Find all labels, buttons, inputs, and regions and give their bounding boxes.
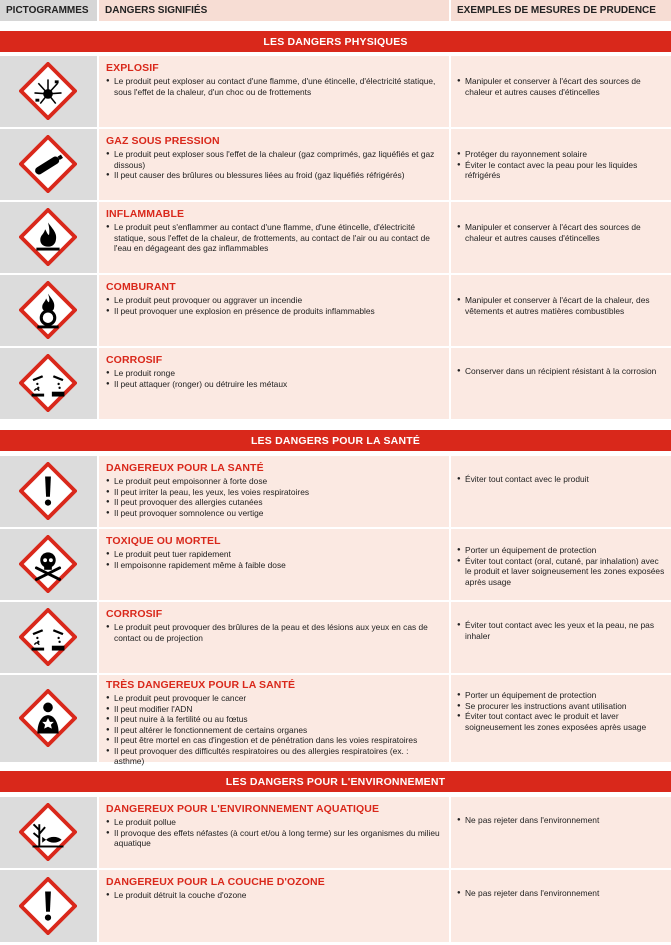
measure-item: ● Porter un équipement de protection xyxy=(457,690,665,701)
table-row xyxy=(0,456,671,527)
danger-item: ● Il peut modifier l'ADN xyxy=(106,704,441,715)
danger-item: ● Il peut provoquer des difficultés respiratoires ou des allergies respiratoires (ex. : asthme) xyxy=(106,746,441,767)
danger-item: ● Le produit peut provoquer le cancer xyxy=(106,693,441,704)
header-mesures: EXEMPLES DE MESURES DE PRUDENCE xyxy=(451,0,671,21)
measure-item: ● Ne pas rejeter dans l'environnement xyxy=(457,815,665,826)
danger-item: ● Il peut être mortel en cas d'ingestion et de pénétration dans les voies respiratoires xyxy=(106,735,441,746)
danger-cell xyxy=(99,602,449,673)
danger-title: CORROSIF xyxy=(106,608,163,620)
exclamation-icon xyxy=(19,462,77,520)
skull-crossbones-icon xyxy=(19,535,77,593)
measure-cell xyxy=(451,56,671,127)
danger-title: GAZ SOUS PRESSION xyxy=(106,135,220,147)
danger-item: ● Le produit peut provoquer des brûlures de la peau et des lésions aux yeux en cas de contact ou de projection xyxy=(106,622,441,643)
measure-item: ● Conserver dans un récipient résistant à la corrosion xyxy=(457,366,665,377)
table-row xyxy=(0,797,671,868)
danger-cell xyxy=(99,456,449,527)
measure-cell xyxy=(451,275,671,346)
danger-title: TRÈS DANGEREUX POUR LA SANTÉ xyxy=(106,679,296,691)
measure-cell xyxy=(451,348,671,419)
danger-item: ● Il peut causer des brûlures ou blessures liées au froid (gaz liquéfiés réfrigérés) xyxy=(106,170,441,181)
danger-item: ● Le produit peut exploser sous l'effet de la chaleur (gaz comprimés, gaz liquéfiés et gaz dissous) xyxy=(106,149,441,170)
corrosion-icon xyxy=(19,354,77,412)
exclamation-icon xyxy=(19,877,77,935)
table-row xyxy=(0,870,671,942)
measure-item: ● Éviter tout contact avec le produit xyxy=(457,474,665,485)
header-pictogrammes: PICTOGRAMMES xyxy=(0,0,97,21)
flame-icon xyxy=(19,208,77,266)
pictogram-cell xyxy=(0,456,97,527)
danger-title: COMBURANT xyxy=(106,281,176,293)
danger-title: DANGEREUX POUR LA SANTÉ xyxy=(106,462,264,474)
pictogram-cell xyxy=(0,529,97,600)
danger-item: ● Le produit peut empoisonner à forte dose xyxy=(106,476,441,487)
measure-cell xyxy=(451,202,671,273)
measure-item: ● Ne pas rejeter dans l'environnement xyxy=(457,888,665,899)
danger-cell xyxy=(99,870,449,942)
measure-item: ● Manipuler et conserver à l'écart de la chaleur, des vêtements et autres matières combustibles xyxy=(457,295,665,316)
table-row xyxy=(0,275,671,346)
measure-cell xyxy=(451,602,671,673)
danger-cell xyxy=(99,797,449,868)
danger-item: ● Le produit peut provoquer ou aggraver un incendie xyxy=(106,295,441,306)
danger-item: ● Il peut provoquer somnolence ou vertige xyxy=(106,508,441,519)
section-title-sante: LES DANGERS POUR LA SANTÉ xyxy=(0,430,671,451)
measure-item: ● Éviter le contact avec la peau pour les liquides réfrigérés xyxy=(457,160,665,181)
danger-item: ● Il peut attaquer (ronger) ou détruire les métaux xyxy=(106,379,441,390)
danger-cell xyxy=(99,129,449,200)
table-row xyxy=(0,602,671,673)
danger-item: ● Il peut provoquer une explosion en présence de produits inflammables xyxy=(106,306,441,317)
table-row xyxy=(0,675,671,766)
section-title-physiques: LES DANGERS PHYSIQUES xyxy=(0,31,671,52)
corrosion-icon xyxy=(19,608,77,666)
danger-item: ● Le produit peut exploser au contact d'une flamme, d'une étincelle, d'électricité statique, sous l'effet de la chaleur, d'un choc ou de frottements xyxy=(106,76,441,97)
measure-item: ● Porter un équipement de protection xyxy=(457,545,665,556)
pictogram-cell xyxy=(0,129,97,200)
table-row xyxy=(0,529,671,600)
measure-item: ● Éviter tout contact avec les yeux et la peau, ne pas inhaler xyxy=(457,620,665,641)
pictogram-cell xyxy=(0,675,97,762)
danger-item: ● Le produit ronge xyxy=(106,368,441,379)
measure-cell xyxy=(451,870,671,942)
pictogram-cell xyxy=(0,56,97,127)
danger-item: ● Le produit peut tuer rapidement xyxy=(106,549,441,560)
danger-cell xyxy=(99,529,449,600)
danger-title: EXPLOSIF xyxy=(106,62,159,74)
pictogram-cell xyxy=(0,348,97,419)
measure-item: ● Manipuler et conserver à l'écart des sources de chaleur et autres causes d'étincelles xyxy=(457,222,665,243)
measure-item: ● Se procurer les instructions avant utilisation xyxy=(457,701,665,712)
measure-item: ● Protéger du rayonnement solaire xyxy=(457,149,665,160)
danger-item: ● Il peut provoquer des allergies cutanées xyxy=(106,497,441,508)
pictogram-cell xyxy=(0,870,97,942)
measure-cell xyxy=(451,797,671,868)
pictogram-cell xyxy=(0,602,97,673)
health-hazard-icon xyxy=(19,689,77,747)
danger-item: ● Il provoque des effets néfastes (à court et/ou à long terme) sur les organismes du milieu aquatique xyxy=(106,828,441,849)
environment-icon xyxy=(19,803,77,861)
table-row xyxy=(0,348,671,419)
danger-title: DANGEREUX POUR L'ENVIRONNEMENT AQUATIQUE xyxy=(106,803,380,815)
danger-cell xyxy=(99,348,449,419)
measure-cell xyxy=(451,675,671,762)
pictogram-cell xyxy=(0,797,97,868)
measure-item: ● Manipuler et conserver à l'écart des sources de chaleur et autres causes d'étincelles xyxy=(457,76,665,97)
danger-cell xyxy=(99,56,449,127)
danger-title: DANGEREUX POUR LA COUCHE D'OZONE xyxy=(106,876,325,888)
measure-item: ● Éviter tout contact avec le produit et laver soigneusement les zones exposées après usage xyxy=(457,711,665,732)
gas-cylinder-icon xyxy=(19,135,77,193)
danger-item: ● Le produit pollue xyxy=(106,817,441,828)
danger-item: ● Le produit peut s'enflammer au contact d'une flamme, d'une étincelle, d'électricité statique, sous l'effet de la chaleur, de frottements, au contact de l'air ou au contact de l'eau en dégageant des gaz inflammables xyxy=(106,222,441,254)
measure-cell xyxy=(451,129,671,200)
table-row xyxy=(0,129,671,200)
table-row xyxy=(0,56,671,127)
danger-item: ● Il empoisonne rapidement même à faible dose xyxy=(106,560,441,571)
danger-title: CORROSIF xyxy=(106,354,163,366)
danger-item: ● Le produit détruit la couche d'ozone xyxy=(106,890,441,901)
pictogram-cell xyxy=(0,202,97,273)
pictogram-cell xyxy=(0,275,97,346)
header-dangers: DANGERS SIGNIFIÉS xyxy=(99,0,449,21)
measure-cell xyxy=(451,456,671,527)
section-title-environnement: LES DANGERS POUR L'ENVIRONNEMENT xyxy=(0,771,671,792)
danger-item: ● Il peut altérer le fonctionnement de certains organes xyxy=(106,725,441,736)
table-row xyxy=(0,202,671,273)
danger-cell xyxy=(99,675,449,766)
danger-cell xyxy=(99,202,449,273)
danger-cell xyxy=(99,275,449,346)
danger-item: ● Il peut irriter la peau, les yeux, les voies respiratoires xyxy=(106,487,441,498)
danger-item: ● Il peut nuire à la fertilité ou au fœtus xyxy=(106,714,441,725)
measure-item: ● Éviter tout contact (oral, cutané, par inhalation) avec le produit et laver soigneusement les zones exposées après usage xyxy=(457,556,665,588)
explosive-icon xyxy=(19,62,77,120)
danger-title: TOXIQUE OU MORTEL xyxy=(106,535,221,547)
flame-over-circle-icon xyxy=(19,281,77,339)
measure-cell xyxy=(451,529,671,600)
danger-title: INFLAMMABLE xyxy=(106,208,185,220)
